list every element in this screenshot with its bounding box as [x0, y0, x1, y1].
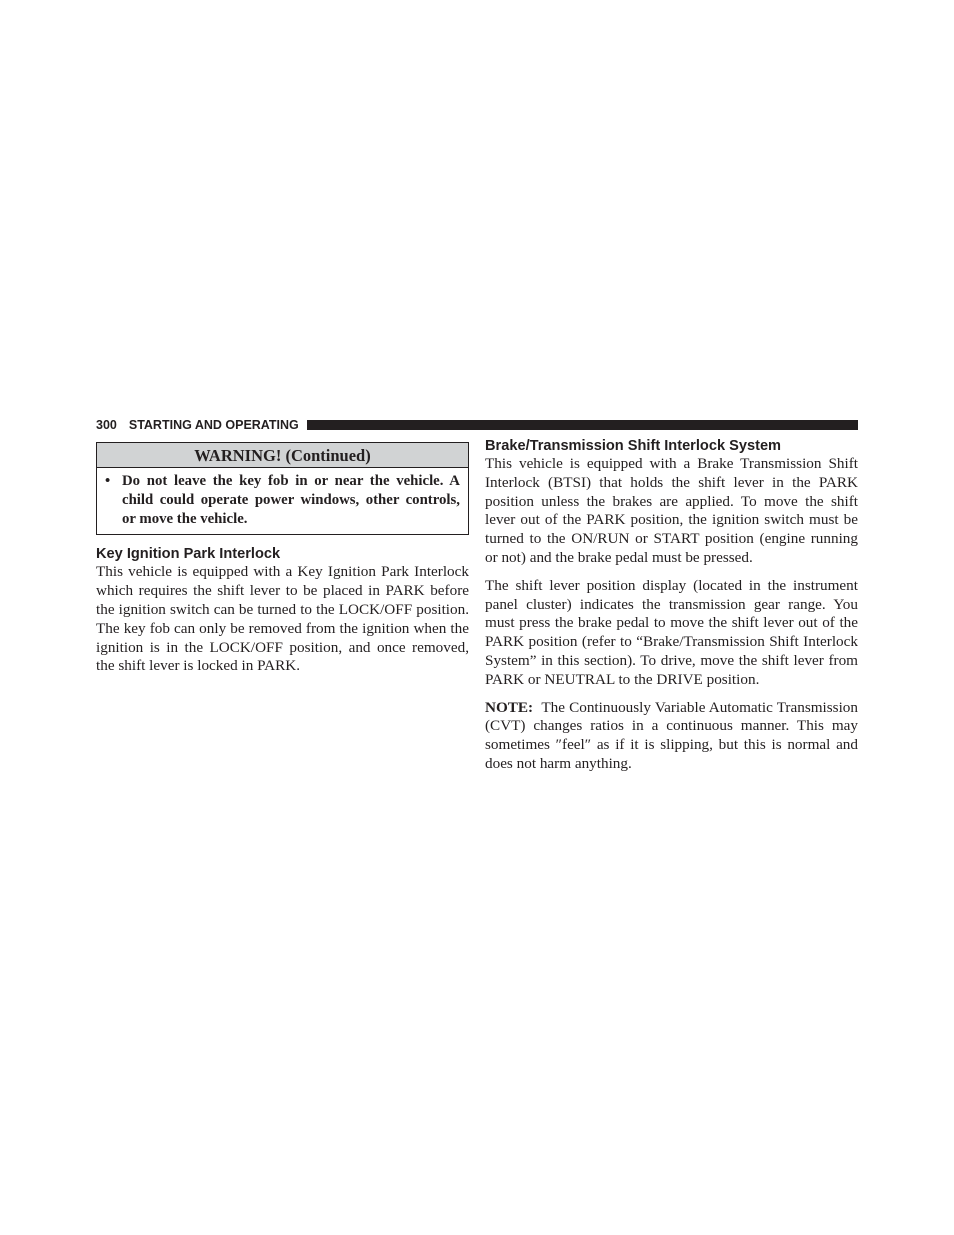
section-title: STARTING AND OPERATING [128, 418, 299, 432]
warning-box [96, 442, 469, 535]
page-header [96, 417, 858, 433]
bullet-icon: • [105, 473, 111, 489]
warning-list-item [97, 468, 468, 534]
key-ignition-heading: Key Ignition Park Interlock [96, 546, 281, 563]
header-rule [307, 420, 858, 430]
right-column [485, 437, 858, 774]
left-column [96, 442, 469, 676]
note-paragraph [485, 699, 858, 774]
note-text: The Continuously Variable Automatic Transmission (CVT) changes ratios in a continuous manner. This may sometimes ″feel″ as if it is slipping, but this is normal and does not harm anything. [485, 698, 858, 772]
warning-title: WARNING! (Continued) [97, 443, 468, 468]
note-label: NOTE: [485, 698, 534, 716]
btsi-paragraph-2: The shift lever position display (located in the instrument panel cluster) indicates the transmission gear range. You must press the brake pedal to move the shift lever out of the PARK position (refer to “Brake/Transmission Shift Interlock System” in this section). To drive, move the shift lever from PARK or NEUTRAL to the DRIVE position. [485, 576, 858, 688]
btsi-paragraph-1: This vehicle is equipped with a Brake Transmission Shift Interlock (BTSI) that holds the shift lever in the PARK position unless the brakes are applied. To move the shift lever out of the PARK position, the ignition switch must be turned to the ON/RUN or START position (engine running or not) and the brake pedal must be pressed. [485, 455, 858, 566]
warning-text: Do not leave the key fob in or near the vehicle. A child could operate power windows, other controls, or move the vehicle. [122, 473, 460, 527]
key-ignition-body: This vehicle is equipped with a Key Ignition Park Interlock which requires the shift lever to be placed in PARK before the ignition switch can be turned to the LOCK/OFF position. The key fob can only be removed from the ignition when the ignition is in the LOCK/OFF position, and once removed, the shift lever is locked in PARK. [96, 563, 469, 675]
page-number: 300 [96, 418, 117, 432]
btsi-heading: Brake/Transmission Shift Interlock System [485, 438, 782, 454]
